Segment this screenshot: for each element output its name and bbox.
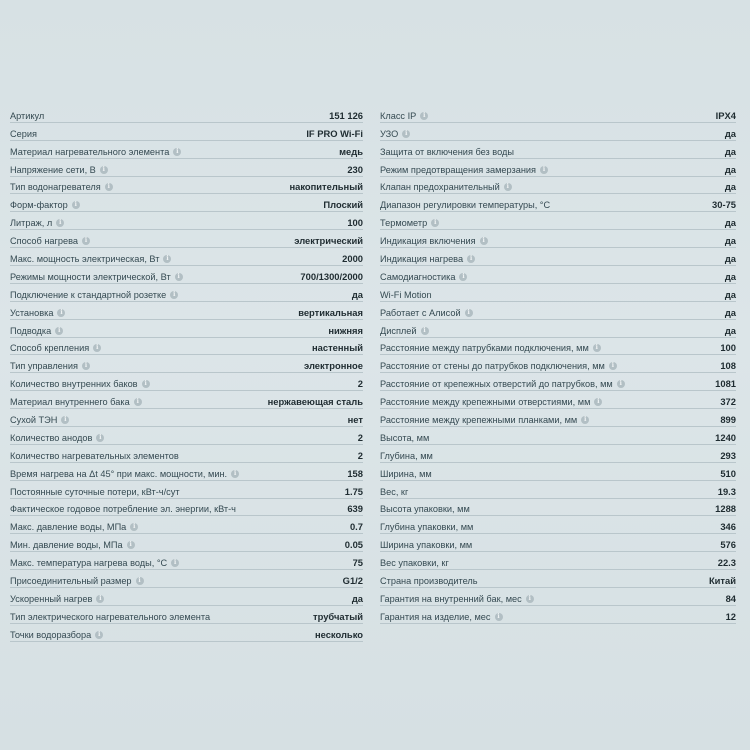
spec-label	[380, 558, 449, 568]
spec-value: нижняя	[328, 324, 363, 336]
spec-value: 75	[352, 557, 363, 569]
spec-value: электрический	[294, 235, 363, 247]
spec-label-text: Сухой ТЭН	[10, 415, 58, 426]
spec-label-text: Дисплей	[380, 325, 417, 336]
spec-value: да	[724, 253, 736, 265]
spec-label-text: Время нагрева на Δt 45° при макс. мощности, мин.	[10, 468, 228, 479]
spec-label	[10, 379, 150, 389]
specs-right-column	[380, 105, 736, 624]
spec-row	[10, 516, 363, 534]
spec-value: да	[724, 163, 736, 175]
spec-label	[380, 415, 589, 425]
spec-label-text: Глубина, мм	[380, 450, 433, 461]
info-icon[interactable]	[467, 255, 475, 263]
info-icon[interactable]	[82, 362, 90, 370]
spec-value: 2000	[342, 253, 363, 265]
spec-value: вертикальная	[298, 306, 363, 318]
spec-label	[380, 236, 488, 246]
spec-label	[380, 218, 439, 228]
info-icon[interactable]	[105, 183, 113, 191]
spec-label-text: Мин. давление воды, МПа	[10, 540, 123, 551]
spec-value: 1081	[715, 378, 736, 390]
spec-label	[10, 576, 144, 586]
spec-row	[10, 552, 363, 570]
spec-label-text: УЗО	[380, 128, 399, 139]
spec-label-text: Защита от включения без воды	[380, 146, 514, 157]
info-icon[interactable]	[142, 380, 150, 388]
spec-label-text: Режимы мощности электрической, Вт	[10, 271, 171, 282]
spec-label	[10, 254, 171, 264]
spec-label	[10, 326, 63, 336]
spec-label	[10, 540, 135, 550]
spec-row	[380, 230, 736, 248]
info-icon[interactable]	[100, 166, 108, 174]
spec-label	[380, 272, 467, 282]
spec-row	[380, 212, 736, 230]
spec-value: 372	[720, 396, 736, 408]
info-icon[interactable]	[95, 631, 103, 639]
spec-row	[380, 463, 736, 481]
spec-label-text: Индикация включения	[380, 236, 476, 247]
spec-row	[380, 409, 736, 427]
spec-value: да	[724, 127, 736, 139]
spec-row	[10, 320, 363, 338]
spec-value: 100	[347, 217, 363, 229]
info-icon[interactable]	[581, 416, 589, 424]
spec-label-text: Присоединительный размер	[10, 576, 132, 587]
spec-value: 0.7	[349, 521, 363, 533]
spec-row	[380, 552, 736, 570]
spec-value: Китай	[708, 575, 736, 587]
spec-label-text: Подключение к стандартной розетке	[10, 289, 167, 300]
spec-label	[10, 451, 179, 461]
info-icon[interactable]	[526, 595, 534, 603]
spec-value: 2	[357, 449, 363, 461]
spec-value: да	[724, 288, 736, 300]
spec-value: накопительный	[289, 181, 363, 193]
spec-label-text: Макс. температура нагрева воды, °С	[10, 558, 168, 569]
spec-label	[380, 576, 478, 586]
spec-value: 700/1300/2000	[300, 270, 363, 282]
spec-label-text: Расстояние между крепежными планками, мм	[380, 415, 578, 426]
spec-row	[380, 570, 736, 588]
info-icon[interactable]	[57, 309, 65, 317]
spec-row	[380, 516, 736, 534]
spec-value: 899	[720, 414, 736, 426]
spec-row	[10, 534, 363, 552]
spec-value: 30-75	[712, 199, 736, 211]
spec-label	[380, 469, 432, 479]
spec-row	[380, 159, 736, 177]
spec-label	[10, 290, 178, 300]
spec-row	[10, 212, 363, 230]
info-icon[interactable]	[163, 255, 171, 263]
spec-row	[10, 373, 363, 391]
spec-label-text: Расстояние между патрубками подключения, мм	[380, 343, 589, 354]
spec-row	[380, 355, 736, 373]
spec-row	[380, 123, 736, 141]
spec-value: да	[724, 217, 736, 229]
spec-row	[10, 159, 363, 177]
spec-value: несколько	[314, 628, 363, 640]
spec-label-text: Высота упаковки, мм	[380, 504, 470, 515]
spec-row	[10, 338, 363, 356]
spec-row	[380, 320, 736, 338]
spec-value: да	[724, 270, 736, 282]
spec-value: медь	[339, 145, 363, 157]
spec-label	[380, 308, 473, 318]
spec-value: 151 126	[329, 109, 363, 121]
spec-label	[380, 147, 514, 157]
info-icon[interactable]	[593, 344, 601, 352]
spec-value: нержавеющая сталь	[267, 396, 363, 408]
spec-label	[10, 522, 138, 532]
spec-value: да	[724, 324, 736, 336]
spec-label	[380, 612, 503, 622]
spec-row	[380, 534, 736, 552]
spec-value: да	[724, 235, 736, 247]
spec-label-text: Количество нагревательных элементов	[10, 450, 179, 461]
spec-row	[10, 123, 363, 141]
spec-value: IF PRO Wi-Fi	[306, 127, 363, 139]
spec-value: 576	[720, 539, 736, 551]
spec-label	[10, 469, 239, 479]
info-icon[interactable]	[136, 577, 144, 585]
spec-label-text: Вес упаковки, кг	[380, 558, 449, 569]
spec-value: 108	[720, 360, 736, 372]
spec-label	[10, 129, 37, 139]
spec-label-text: Клапан предохранительный	[380, 182, 500, 193]
info-icon[interactable]	[421, 327, 429, 335]
spec-label	[380, 165, 548, 175]
info-icon[interactable]	[55, 327, 63, 335]
spec-value: 84	[725, 592, 736, 604]
spec-row	[380, 177, 736, 195]
spec-label	[10, 504, 236, 514]
spec-value: трубчатый	[313, 610, 363, 622]
spec-label-text: Тип водонагревателя	[10, 182, 101, 193]
spec-label-text: Макс. мощность электрическая, Вт	[10, 254, 160, 265]
spec-label	[380, 200, 550, 210]
spec-label-text: Глубина упаковки, мм	[380, 522, 474, 533]
info-icon[interactable]	[170, 291, 178, 299]
spec-label-text: Способ нагрева	[10, 236, 78, 247]
spec-value: 346	[720, 521, 736, 533]
spec-label-text: Постоянные суточные потери, кВт-ч/сут	[10, 486, 180, 497]
info-icon[interactable]	[127, 541, 135, 549]
spec-label	[10, 558, 179, 568]
info-icon[interactable]	[130, 523, 138, 531]
info-icon[interactable]	[82, 237, 90, 245]
spec-label	[10, 433, 104, 443]
info-icon[interactable]	[504, 183, 512, 191]
spec-value: да	[724, 306, 736, 318]
spec-value: электронное	[304, 360, 363, 372]
spec-label	[10, 487, 180, 497]
spec-label	[10, 236, 90, 246]
spec-label-text: Материал нагревательного элемента	[10, 146, 170, 157]
spec-value: 19.3	[717, 485, 736, 497]
spec-label-text: Ускоренный нагрев	[10, 593, 93, 604]
spec-label-text: Количество внутренних баков	[10, 379, 138, 390]
spec-label-text: Расстояние от крепежных отверстий до патрубков, мм	[380, 379, 613, 390]
spec-row	[10, 445, 363, 463]
spec-value: 2	[357, 378, 363, 390]
spec-value: 230	[347, 163, 363, 175]
spec-label	[380, 111, 428, 121]
spec-label	[380, 361, 617, 371]
spec-row	[10, 266, 363, 284]
info-icon[interactable]	[96, 595, 104, 603]
spec-value: 1288	[715, 503, 736, 515]
spec-label-text: Ширина, мм	[380, 468, 432, 479]
spec-label	[10, 397, 142, 407]
spec-label-text: Расстояние между крепежными отверстиями, мм	[380, 397, 591, 408]
spec-label	[10, 361, 90, 371]
spec-value: IPX4	[715, 109, 736, 121]
spec-row	[10, 588, 363, 606]
spec-value: да	[351, 592, 363, 604]
spec-label-text: Способ крепления	[10, 343, 90, 354]
spec-row	[10, 499, 363, 517]
spec-row	[10, 284, 363, 302]
spec-label	[10, 147, 181, 157]
info-icon[interactable]	[420, 112, 428, 120]
spec-row	[380, 481, 736, 499]
spec-label-text: Ширина упаковки, мм	[380, 540, 473, 551]
spec-label	[380, 433, 429, 443]
spec-label	[380, 379, 625, 389]
spec-value: 0.05	[344, 539, 363, 551]
spec-value: 12	[725, 610, 736, 622]
spec-row	[380, 445, 736, 463]
spec-value: да	[724, 145, 736, 157]
spec-label	[10, 200, 80, 210]
spec-label	[380, 326, 429, 336]
spec-label-text: Напряжение сети, В	[10, 164, 96, 175]
spec-value: 158	[347, 467, 363, 479]
spec-label	[10, 343, 101, 353]
info-icon[interactable]	[459, 273, 467, 281]
spec-label-text: Фактическое годовое потребление эл. энергии, кВт-ч	[10, 504, 236, 515]
spec-row	[380, 499, 736, 517]
info-icon[interactable]	[480, 237, 488, 245]
info-icon[interactable]	[72, 201, 80, 209]
spec-row	[10, 248, 363, 266]
spec-label-text: Серия	[10, 128, 37, 139]
spec-value: да	[724, 181, 736, 193]
spec-label-text: Индикация нагрева	[380, 254, 464, 265]
spec-label-text: Литраж, л	[10, 218, 53, 229]
spec-row	[10, 194, 363, 212]
spec-value: 639	[347, 503, 363, 515]
spec-label	[380, 254, 475, 264]
spec-label	[380, 504, 470, 514]
spec-label	[380, 540, 472, 550]
info-icon[interactable]	[540, 166, 548, 174]
spec-label	[10, 165, 108, 175]
spec-row	[380, 373, 736, 391]
info-icon[interactable]	[609, 362, 617, 370]
spec-row	[10, 427, 363, 445]
spec-row	[10, 463, 363, 481]
spec-label-text: Класс IP	[380, 110, 417, 121]
info-icon[interactable]	[56, 219, 64, 227]
info-icon[interactable]	[465, 309, 473, 317]
spec-label-text: Установка	[10, 307, 54, 318]
spec-label-text: Гарантия на изделие, мес	[380, 611, 491, 622]
spec-label-text: Страна производитель	[380, 576, 478, 587]
info-icon[interactable]	[431, 219, 439, 227]
info-icon[interactable]	[594, 398, 602, 406]
spec-label	[380, 487, 408, 497]
spec-value: 293	[720, 449, 736, 461]
spec-label-text: Тип электрического нагревательного элемента	[10, 611, 211, 622]
spec-row	[10, 606, 363, 624]
spec-row	[380, 248, 736, 266]
spec-row	[10, 409, 363, 427]
spec-label-text: Форм-фактор	[10, 200, 68, 211]
spec-label	[380, 594, 534, 604]
spec-label	[10, 182, 113, 192]
spec-row	[10, 624, 363, 642]
spec-row	[10, 177, 363, 195]
spec-label-text: Точки водоразбора	[10, 629, 92, 640]
spec-row	[10, 105, 363, 123]
spec-label	[380, 397, 602, 407]
specs-left-column	[10, 105, 363, 642]
spec-row	[380, 141, 736, 159]
spec-label-text: Расстояние от стены до патрубков подключения, мм	[380, 361, 605, 372]
spec-label-text: Диапазон регулировки температуры, °С	[380, 200, 551, 211]
spec-label-text: Макс. давление воды, МПа	[10, 522, 127, 533]
spec-label-text: Артикул	[10, 110, 45, 121]
spec-value: да	[351, 288, 363, 300]
spec-label-text: Материал внутреннего бака	[10, 397, 130, 408]
spec-label	[10, 415, 69, 425]
spec-value: 2	[357, 431, 363, 443]
spec-row	[10, 481, 363, 499]
spec-label	[10, 612, 210, 622]
spec-label	[10, 594, 104, 604]
spec-row	[380, 427, 736, 445]
spec-label	[380, 129, 410, 139]
spec-label-text: Работает с Алисой	[380, 307, 461, 318]
spec-label-text: Высота, мм	[380, 432, 430, 443]
spec-label-text: Самодиагностика	[380, 271, 456, 282]
spec-row	[380, 606, 736, 624]
info-icon[interactable]	[495, 613, 503, 621]
spec-label	[10, 308, 65, 318]
spec-label	[10, 272, 183, 282]
spec-label-text: Термометр	[380, 218, 428, 229]
spec-row	[380, 588, 736, 606]
spec-value: 510	[720, 467, 736, 479]
spec-label-text: Wi-Fi Motion	[380, 289, 432, 300]
info-icon[interactable]	[617, 380, 625, 388]
spec-row	[380, 391, 736, 409]
info-icon[interactable]	[175, 273, 183, 281]
spec-label-text: Гарантия на внутренний бак, мес	[380, 593, 522, 604]
spec-label	[380, 522, 473, 532]
spec-label-text: Тип управления	[10, 361, 78, 372]
info-icon[interactable]	[96, 434, 104, 442]
spec-label	[10, 111, 44, 121]
spec-label	[380, 182, 512, 192]
info-icon[interactable]	[173, 148, 181, 156]
info-icon[interactable]	[61, 416, 69, 424]
spec-label	[380, 290, 432, 300]
spec-row	[380, 266, 736, 284]
spec-value: 1.75	[344, 485, 363, 497]
spec-row	[10, 230, 363, 248]
spec-label-text: Режим предотвращения замерзания	[380, 164, 537, 175]
spec-value: 100	[720, 342, 736, 354]
spec-value: 1240	[715, 431, 736, 443]
spec-row	[10, 302, 363, 320]
spec-row	[10, 141, 363, 159]
spec-value: настенный	[312, 342, 363, 354]
spec-value: нет	[347, 414, 363, 426]
spec-label	[380, 451, 433, 461]
info-icon[interactable]	[171, 559, 179, 567]
info-icon[interactable]	[93, 344, 101, 352]
info-icon[interactable]	[134, 398, 142, 406]
info-icon[interactable]	[402, 130, 410, 138]
spec-value: G1/2	[342, 575, 363, 587]
spec-row	[10, 570, 363, 588]
spec-row	[380, 105, 736, 123]
spec-row	[380, 284, 736, 302]
spec-row	[380, 338, 736, 356]
info-icon[interactable]	[231, 470, 239, 478]
spec-label-text: Подводка	[10, 325, 52, 336]
spec-value: Плоский	[323, 199, 363, 211]
spec-label-text: Количество анодов	[10, 432, 93, 443]
spec-row	[10, 355, 363, 373]
spec-row	[10, 391, 363, 409]
spec-label	[10, 218, 64, 228]
spec-label-text: Вес, кг	[380, 486, 409, 497]
spec-label	[380, 343, 601, 353]
spec-row	[380, 194, 736, 212]
spec-value: 22.3	[717, 557, 736, 569]
spec-label	[10, 630, 103, 640]
spec-row	[380, 302, 736, 320]
